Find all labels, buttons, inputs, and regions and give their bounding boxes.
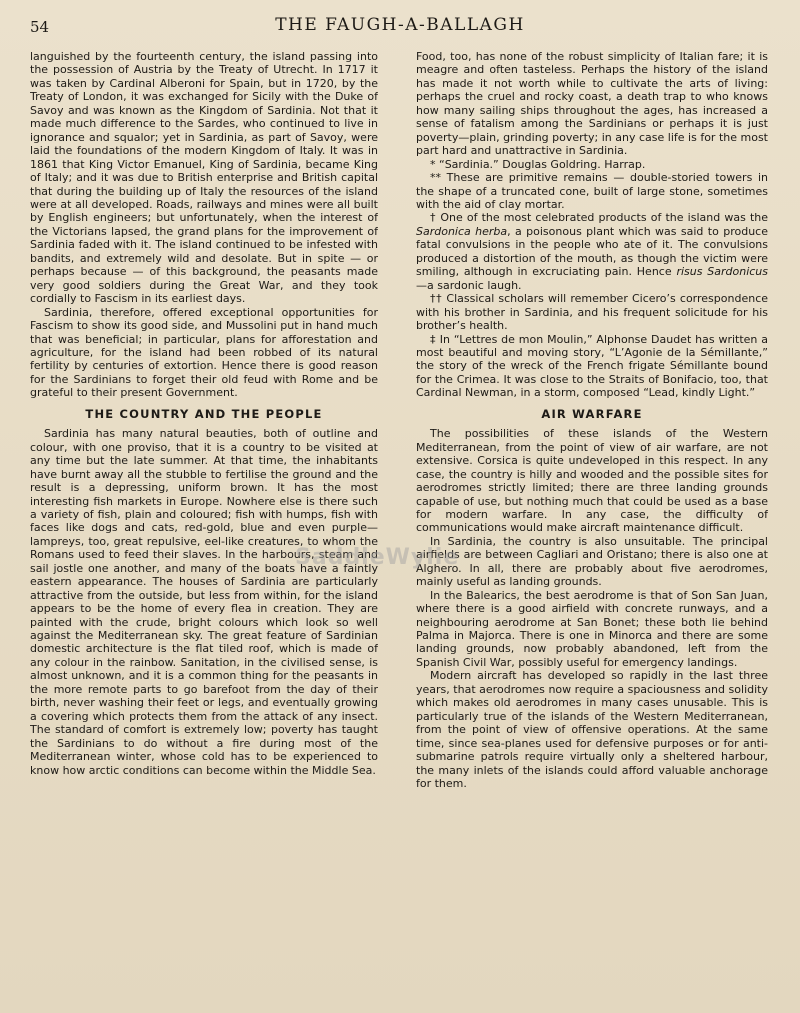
footnote-marker: * — [430, 157, 436, 171]
footnote-italic: risus Sardonicus — [676, 265, 768, 279]
body-paragraph: Sardinia, therefore, offered exceptional opportunities for Fascism to show its good side, and Mussolini put in hand much that was beneficial; in particular, plans for afforestation and agriculture, for the island had been robbed of its natural fertility by centuries of extortion. Hence there is good reason for the Sardinians to forget their old feud with Rome and be grateful to their present Government. — [30, 305, 378, 400]
body-paragraph: In the Balearics, the best aerodrome is that of Son San Juan, where there is a good airfield with concrete runways, and a neighbouring aerodrome at San Bonet; these both lie behind Palma in Majorca. There is one in Minorca and there are some landing grounds, now probably abandoned, left from the Spanish Civil War, possibly useful for emergency landings. — [416, 588, 768, 669]
page-number: 54 — [30, 18, 50, 36]
footnote — [416, 171, 768, 211]
section-heading-country-people: THE COUNTRY AND THE PEOPLE — [85, 406, 323, 421]
footnote-text: , a poisonous plant which was said to produce fatal convulsions in the people who ate of it. The convulsions produced a distortion of the mouth, as though the victim were smiling, although in excruciating pain. Hence — [416, 224, 768, 279]
footnote — [416, 211, 768, 292]
watermark: SaddleWylie — [295, 545, 460, 570]
body-paragraph: Modern aircraft has developed so rapidly in the last three years, that aerodromes now require a spaciousness and solidity which makes old aerodromes in many cases unusable. This is particularly true of the islands of the Western Mediterranean, from the point of view of offensive operations. At the same time, since sea-planes used for defensive purposes or for anti-submarine patrols require virtually only a sheltered harbour, the many inlets of the islands could afford valuable anchorage for them. — [416, 669, 768, 791]
body-paragraph: Food, too, has none of the robust simplicity of Italian fare; it is meagre and often tasteless. Perhaps the history of the island has made it not worth while to cultivate the arts of living: perhaps the cruel and rocky coast, a death trap to who knows how many sailing ships throughout the ages, has increased a sense of fatalism among the Sardinians or perhaps it is just poverty—plain, grinding poverty; in any case life is for the most part hard and unattractive in Sardinia. — [416, 50, 768, 158]
body-paragraph: In Sardinia, the country is also unsuitable. The principal airfields are between Cagliari and Oristano; there is also one at Alghero. In all, there are probably about five aerodromes, mainly useful as landing grounds. — [416, 534, 768, 589]
page-header — [30, 12, 770, 42]
footnote-marker: † — [430, 211, 437, 225]
left-column — [30, 50, 378, 999]
footnote-marker: ‡ — [430, 332, 436, 346]
footnote-text: “Sardinia.” Douglas Goldring. Harrap. — [439, 157, 646, 171]
footnote-text: In “Lettres de mon Moulin,” Alphonse Daudet has written a most beautiful and moving story, “L’Agonie de la Sémillante,” the story of the wreck of the French frigate Sémillante bound for the Crimea. It was close to the Straits of Bonifacio, too, that Cardinal Newman, in a storm, composed “Lead, kindly Light.” — [416, 332, 768, 400]
body-paragraph: languished by the fourteenth century, the island passing into the possession of Austria by the Treaty of Utrecht. In 1717 it was taken by Cardinal Alberoni for Spain, but in 1720, by the Treaty of London, it was exchanged for Sicily with the Duke of Savoy and was known as the Kingdom of Sardinia. Not that it made much difference to the Sardes, who continued to live in ignorance and squalor; yet in Sardinia, as part of Savoy, were laid the foundations of the modern Kingdom of Italy. It was in 1861 that King Victor Emanuel, King of Sardinia, became King of Italy; and it was due to British enterprise and British capital that during the building up of Italy the resources of the island were at all developed. Roads, railways and mines were all built by English engineers; but unfortunately, when the interest of the Victorians lapsed, the grand plans for the improvement of Sardinia faded with it. The island continued to be infested with bandits, and extremely wild and desolate. But in spite — or perhaps because — of this background, the peasants made very good soldiers during the Great War, and they took cordially to Fascism in its earliest days. — [30, 50, 378, 306]
body-paragraph: The possibilities of these islands of the Western Mediterranean, from the point of view of air warfare, are not extensive. Corsica is quite undeveloped in this respect. In any case, the country is hilly and wooded and the possible sites for aerodromes strictly limited; there are three landing grounds capable of use, but nothing much that could be used as a base for modern warfare. In any case, the difficulty of communications would make aircraft maintenance difficult. — [416, 427, 768, 535]
footnote — [416, 333, 768, 400]
running-head: THE FAUGH-A-BALLAGH — [275, 15, 525, 35]
footnote-text: These are primitive remains — double-storied towers in the shape of a truncated cone, built of large stone, sometimes with the aid of clay mortar. — [416, 171, 768, 211]
footnote-italic: Sardonica herba — [416, 224, 508, 238]
body-paragraph: Sardinia has many natural beauties, both of outline and colour, with one proviso, that it is a country to be visited at any time but the late summer. At that time, the inhabitants have burnt away all the stubble to fertilise the ground and the result is a depressing, uniform brown. It has the most interesting fish markets in Europe. Nowhere else is there such a variety of fish, plain and coloured; fish with humps, fish with faces like dogs and cats, red-gold, blue and even purple—lampreys, too, great repulsive, eel-like creatures, to whom the Romans used to feed their slaves. In the harbours, steam and sail jostle one another, and many of the boats have a faintly eastern appearance. The houses of Sardinia are particularly attractive from the outside, but less from within, for the island appears to be the home of every flea in creation. They are painted with the crude, bright colours which look so well against the Mediterranean sky. The great feature of Sardinian domestic architecture is the flat tiled roof, which is made of any colour in the rainbow. Sanitation, in the civilised sense, is almost unknown, and it is a common thing for the peasants in the more remote parts to go barefoot from the day of their birth, never washing their feet or legs, and eventually growing a covering which protects them from the attack of any insect. The standard of comfort is extremely low; poverty has taught the Sardinians to do without a fire during most of the Mediterranean winter, whose cold has to be experienced to know how arctic conditions can become within the Middle Sea. — [30, 427, 378, 777]
footnote-text: —a sardonic laugh. — [416, 278, 522, 292]
footnote-marker: ** — [430, 171, 441, 185]
footnote — [416, 158, 768, 171]
footnote — [416, 292, 768, 332]
section-heading-air-warfare: AIR WARFARE — [541, 406, 643, 421]
right-column — [416, 50, 768, 999]
footnote-text: One of the most celebrated products of the island was the — [440, 211, 768, 225]
footnote-marker: †† — [430, 292, 443, 306]
footnote-text: Classical scholars will remember Cicero’s correspondence with his brother in Sardinia, and his frequent solicitude for his brother’s health. — [416, 292, 768, 333]
